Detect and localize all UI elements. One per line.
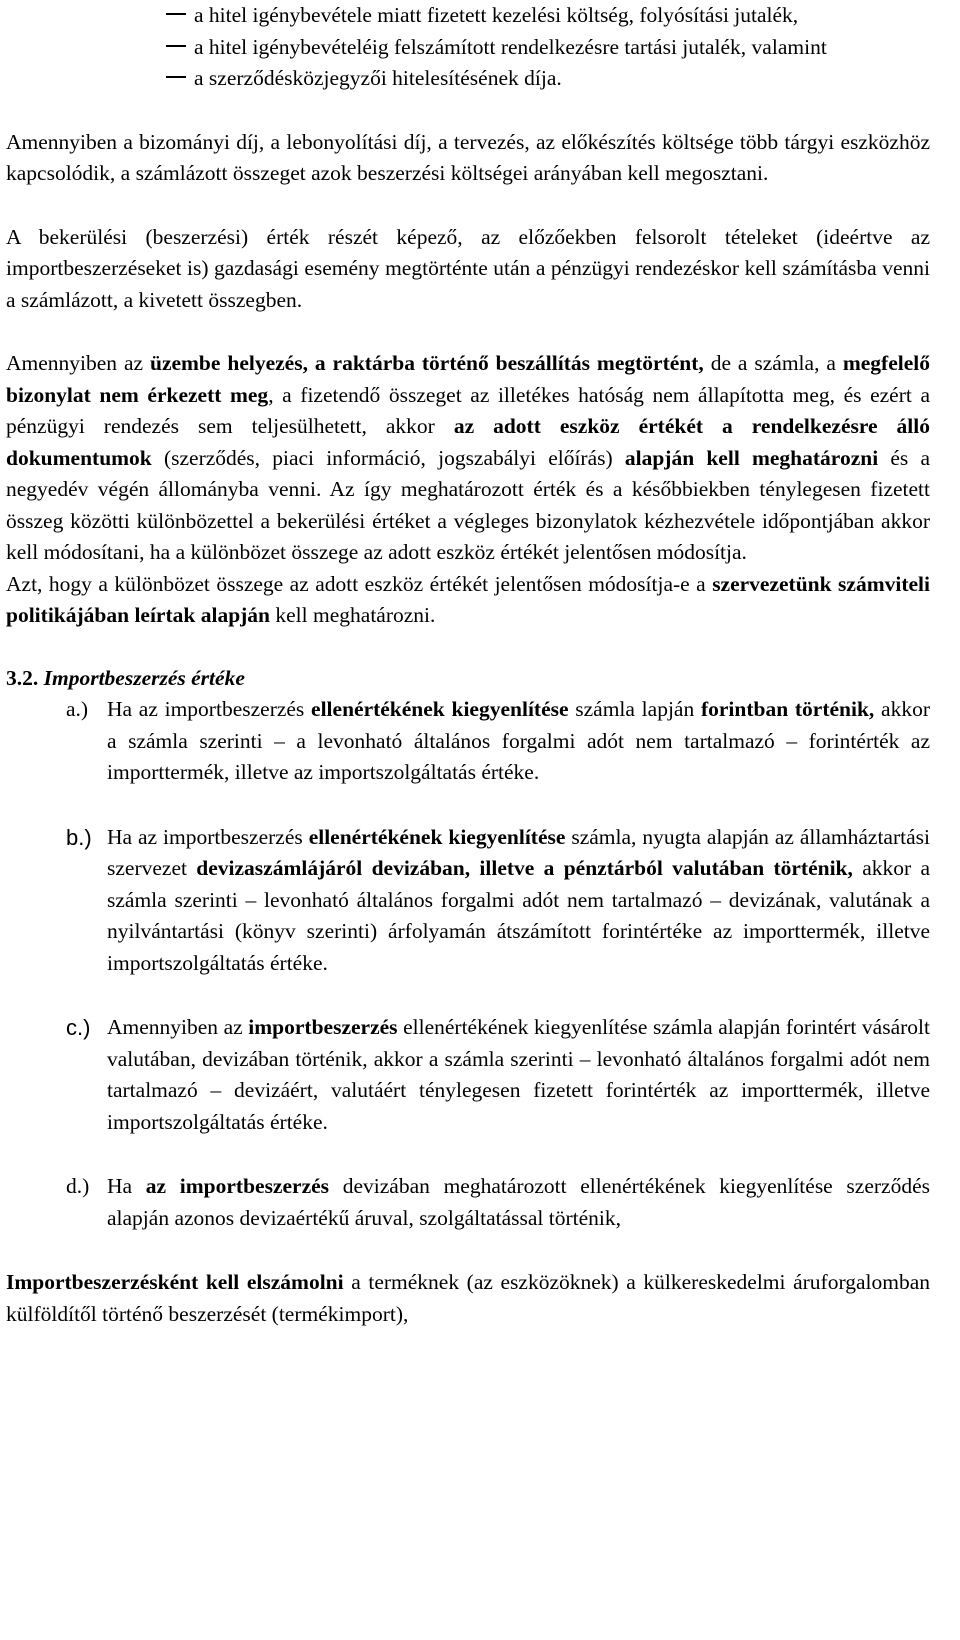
list-item-a: a.) Ha az importbeszerzés ellenértékének kiegyenlítése számla lapján forintban történik, akkor a számla szerinti – a levonható általános forgalmi adót nem tartalmazó – forintérték az importtermék, illetve az importszolgáltatás értéke.	[6, 694, 930, 789]
list-item-c: c.) Amennyiben az importbeszerzés ellenértékének kiegyenlítése számla alapján forintért vásárolt valutában, devizában történik, akkor a számla szerinti – levonható általános forgalmi adót nem tartalmazó – devizáért, valutáért ténylegesen fizetett forintérték az importtermék, illetve importszolgáltatás értéke.	[6, 1012, 930, 1138]
item-label: b.)	[66, 824, 92, 850]
list-item-d: d.) Ha az importbeszerzés devizában meghatározott ellenértékének kiegyenlítése szerződés alapján azonos devizaértékű áruval, szolgáltatással történik,	[6, 1171, 930, 1234]
paragraph-missing-invoice: Amennyiben az üzembe helyezés, a raktárba történő beszállítás megtörtént, de a számla, a megfelelő bizonylat nem érkezett meg, a fizetendő összeget az illetékes hatóság nem állapította meg, és ezért a pénzügyi rendezés sem teljesülhetett, akkor az adott eszköz értékét a rendelkezésre álló dokumentumok (szerződés, piaci információ, jogszabályi előírás) alapján kell meghatározni és a negyedév végén állományba venni. Az így meghatározott érték és a későbbiekben ténylegesen fizetett összeg közötti különbözettel a bekerülési értéket a végleges bizonylatok kézhezvétele időpontjában akkor kell módosítani, ha a különbözet összege az adott eszköz értékét jelentősen módosítja.	[6, 351, 931, 564]
document-page	[6, 0, 930, 1330]
list-item: a hitel igénybevétele miatt fizetett kezelési költség, folyósítási jutalék,	[194, 3, 799, 27]
list-item: a szerződésközjegyzői hitelesítésének díja.	[194, 66, 562, 90]
paragraph-accounting-policy: Azt, hogy a különbözet összege az adott eszköz értékét jelentősen módosítja-e a szervezetünk számviteli politikájában leírtak alapján kell meghatározni.	[6, 571, 930, 627]
item-label: d.)	[66, 1174, 90, 1198]
section-heading: 3.2. Importbeszerzés értéke	[6, 665, 245, 690]
list-item: a hitel igénybevételéig felszámított rendelkezésre tartási jutalék, valamint	[194, 34, 827, 59]
paragraph-acquisition-value: A bekerülési (beszerzési) érték részét képező, az előzőekben felsorolt tételeket (ideértve az importbeszerzéseket is) gazdasági esemény megtörténte után a pénzügyi rendezéskor kell számításba venni a számlázott, a kivetett összegben.	[6, 224, 930, 312]
item-label: a.)	[66, 697, 89, 721]
item-label: c.)	[66, 1015, 91, 1040]
list-item-b: b.) Ha az importbeszerzés ellenértékének kiegyenlítése számla, nyugta alapján az államháztartási szervezet devizaszámlájáról devizában, illetve a pénztárból valutában történik, akkor a számla szerinti – levonható általános forgalmi adót nem tartalmazó – devizának, valutának a nyilvántartási (könyv szerinti) árfolyamán átszámított forintértéke az importtermék, illetve importszolgáltatás értéke.	[6, 822, 930, 980]
paragraph-import-definition: Importbeszerzésként kell elszámolni a terméknek (az eszközöknek) a külkereskedelmi áruforgalomban külföldítől történő beszerzését (termékimport),	[6, 1270, 931, 1326]
paragraph-cost-allocation: Amennyiben a bizományi díj, a lebonyolítási díj, a tervezés, az előkészítés költsége több tárgyi eszközhöz kapcsolódik, a számlázott összeget azok beszerzési költségei arányában kell megosztani.	[6, 129, 930, 185]
